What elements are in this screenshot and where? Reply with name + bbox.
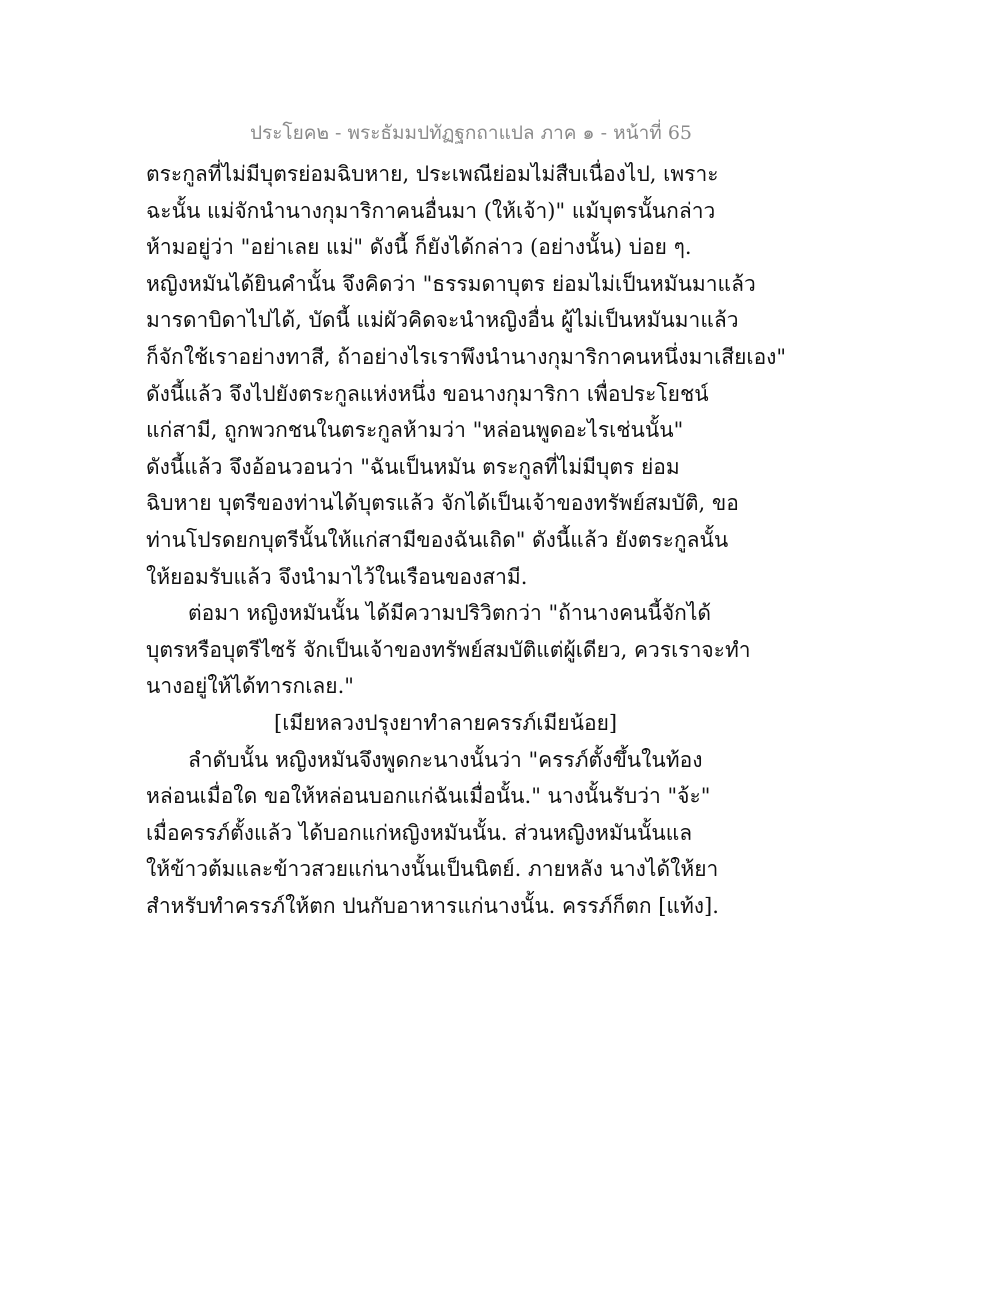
text-line: ตระกูลที่ไม่มีบุตรย่อมฉิบหาย, ประเพณีย่อมไม่สืบเนื่องไป, เพราะ: [146, 162, 719, 186]
text-line: ฉิบหาย บุตรีของท่านได้บุตรแล้ว จักได้เป็นเจ้าของทรัพย์สมบัติ, ขอ: [146, 491, 739, 516]
text-line: แก่สามี, ถูกพวกชนในตระกูลห้ามว่า "หล่อนพูดอะไรเช่นนั้น": [146, 418, 684, 443]
text-line: นางอยู่ให้ได้ทารกเลย.": [146, 674, 354, 699]
text-line: สำหรับทำครรภ์ให้ตก ปนกับอาหารแก่นางนั้น. ครรภ์ก็ตก [แท้ง].: [146, 893, 719, 918]
text-line: มารดาบิดาไปได้, บัดนี้ แม่ผัวคิดจะนำหญิงอื่น ผู้ไม่เป็นหมันมาแล้ว: [146, 308, 739, 333]
text-line: ดังนี้แล้ว จึงอ้อนวอนว่า "ฉันเป็นหมัน ตระกูลที่ไม่มีบุตร ย่อม: [146, 454, 680, 479]
body-text: [146, 156, 787, 924]
paragraph-start-line: ต่อมา หญิงหมันนั้น ได้มีความปริวิตกว่า "ถ้านางคนนี้จักได้: [188, 601, 712, 626]
text-line: เมื่อครรภ์ตั้งแล้ว ได้บอกแก่หญิงหมันนั้น. ส่วนหญิงหมันนั้นแล: [146, 820, 693, 845]
section-heading: [เมียหลวงปรุงยาทำลายครรภ์เมียน้อย]: [274, 710, 618, 735]
text-line: ก็จักใช้เราอย่างทาสี, ถ้าอย่างไรเราพึงนำนางกุมาริกาคนหนึ่งมาเสียเอง": [146, 344, 787, 369]
text-line: หล่อนเมื่อใด ขอให้หล่อนบอกแก่ฉันเมื่อนั้น." นางนั้นรับว่า "จ้ะ": [146, 784, 711, 809]
running-header: ประโยค๒ - พระธัมมปทัฏฐกถาแปล ภาค ๑ - หน้าที่ 65: [249, 122, 692, 144]
text-line: ดังนี้แล้ว จึงไปยังตระกูลแห่งหนึ่ง ขอนางกุมาริกา เพื่อประโยชน์: [146, 381, 709, 406]
text-line: ให้ข้าวต้มและข้าวสวยแก่นางนั้นเป็นนิตย์. ภายหลัง นางได้ให้ยา: [146, 857, 719, 882]
text-line: ให้ยอมรับแล้ว จึงนำมาไว้ในเรือนของสามี.: [146, 564, 528, 589]
paragraph-start-line: ลำดับนั้น หญิงหมันจึงพูดกะนางนั้นว่า "ครรภ์ตั้งขึ้นในท้อง: [188, 747, 703, 772]
text-line: ท่านโปรดยกบุตรีนั้นให้แก่สามีของฉันเถิด" ดังนี้แล้ว ยังตระกูลนั้น: [146, 527, 729, 552]
text-line: บุตรหรือบุตรีไซร้ จักเป็นเจ้าของทรัพย์สมบัติแต่ผู้เดียว, ควรเราจะทำ: [146, 637, 751, 662]
text-line: ห้ามอยู่ว่า "อย่าเลย แม่" ดังนี้ ก็ยังได้กล่าว (อย่างนั้น) บ่อย ๆ.: [146, 235, 692, 260]
text-line: หญิงหมันได้ยินคำนั้น จึงคิดว่า "ธรรมดาบุตร ย่อมไม่เป็นหมันมาแล้ว: [146, 271, 756, 296]
text-line: ฉะนั้น แม่จักนำนางกุมาริกาคนอื่นมา (ให้เจ้า)" แม้บุตรนั้นกล่าว: [146, 198, 716, 223]
